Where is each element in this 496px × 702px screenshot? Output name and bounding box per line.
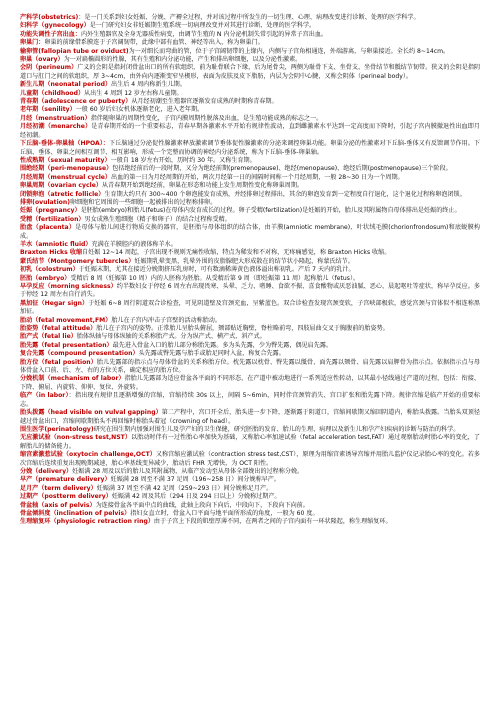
glossary-definition: 妊娠满 42 周及其后（294 日及 294 日以上）分娩称过期产。	[111, 493, 281, 501]
glossary-entry	[20, 249, 480, 257]
glossary-entry	[20, 81, 480, 89]
glossary-term: 青春期（adolescence or puberty）	[20, 98, 132, 106]
glossary-entry	[20, 22, 480, 30]
glossary-term: 会阴（perineum）	[20, 64, 78, 72]
glossary-entry	[20, 502, 480, 510]
glossary-term: 蒙氏结节（Montgomery tubercles）	[20, 257, 135, 265]
glossary-definition: 广义的会阴是指封闭骨盆出口的所有软组织，前为耻骨联合下缘，后为尾骨尖，两侧为耻骨下支、坐骨支、坐骨结节和骶结节韧带。狭义的会阴是指阴道口与肛门之间的软组织，厚 3~4cm，由外向内逐渐变窄呈楔形，表面为皮肤及皮下脂肪，内层为会阴中心腱，又称会阴体（perineal body）。	[20, 64, 481, 80]
glossary-term: 卵巢门：	[20, 39, 45, 47]
glossary-entry	[20, 64, 480, 81]
glossary-definition: 从青春期开始到绝经前，卵巢在形态和功能上发生周期性变化称卵巢周期。	[101, 182, 304, 190]
glossary-term: 分娩（delivery）	[20, 467, 73, 475]
glossary-definition: ：指出现有规律且逐渐增强的宫缩，宫缩持续 30s 以上，间隔 5~6min，同时伴宫颈管消失、宫口扩张和胎先露下降。规律宫缩是临产开始的重要标志。	[20, 392, 480, 408]
glossary-definition: 胎儿先露部的指示点与母体骨盆的关系称胎方位。枕先露以枕骨、臀先露以骶骨、面先露以颏骨、肩先露以肩胛骨为指示点。依据指示点与母体骨盆入口前、后、左、右的方位关系，确定相应的胎方位。	[20, 358, 481, 375]
glossary-definition: 下丘脑通过分泌促性腺激素释放激素调节垂体促性腺激素的分泌来调控卵巢功能。卵巢分泌的性激素对下丘脑-垂体又有反馈调节作用。下丘脑、垂体、卵巢之间相互调节、相互影响，形成一个完整而协调的神经内分泌系统，称为下丘脑-垂体-卵巢轴。	[20, 140, 480, 156]
glossary-term: Braxton Hicks 收缩	[20, 249, 83, 257]
glossary-term: 妊娠（pregnancy）	[20, 207, 81, 215]
glossary-entry	[20, 317, 480, 325]
glossary-term: 胚胎（embryo）	[20, 274, 71, 282]
glossary-entry	[20, 39, 480, 47]
glossary-entry	[20, 451, 480, 468]
glossary-definition: 一般 60 岁后妇女机体逐渐老化，进入老年期。	[75, 106, 204, 114]
glossary-definition: 为连接骨盆各平面中点的曲线，此轴上段向下向后，中段向下，下段向下向前。	[95, 501, 309, 509]
glossary-term: 功能失调性子宫出血：	[20, 30, 81, 38]
glossary-definition: 以胎动时伴有一过性胎心率加快为基础，又称胎心率加速试验（fetal acceleration test,FAT）通过观察胎动时胎心率的变化，了解胎儿的储备能力。	[20, 434, 481, 450]
glossary-entry	[20, 182, 480, 190]
glossary-term: 胎动（fetal movement,FM）	[20, 316, 112, 324]
glossary-definition: 充满在羊膜腔内的液体称羊水。	[91, 240, 177, 248]
glossary-term: 临产（in labor）	[20, 392, 69, 400]
glossary-entry	[20, 333, 480, 341]
glossary-entry	[20, 31, 480, 39]
glossary-entry	[20, 123, 480, 140]
glossary-term: 月经（menstruation）	[20, 114, 91, 122]
glossary-entry	[20, 434, 480, 451]
glossary-definition: 妊娠满 28 周及以后的胎儿及其附属物，从临产发动至从母体全部娩出的过程称分娩。	[72, 467, 304, 475]
glossary-definition: 指妇女直立时，骨盆入口平面与地平面所形成的角度，一般为 60 度。	[130, 509, 319, 517]
glossary-definition: 指胎儿先露部为适应骨盆各平面的不同形态，在产道中被动地进行一系列适应性转动，以其最小径线通过产道的过程，包括：衔接、下降、俯屈、内旋转、仰伸、复位、外旋转。	[20, 375, 480, 391]
glossary-term: 无应激试验（non-stress test,NST）	[20, 434, 131, 442]
glossary-entry	[20, 283, 480, 300]
glossary-entry	[20, 350, 480, 358]
glossary-definition: 卵巢的前缘借系膜连于子宫阔韧带，此缘中部有血管、神经等出入，称为卵巢门。	[44, 39, 264, 47]
glossary-entry	[20, 224, 480, 241]
glossary-definition: 于妊娠末期，尤其在接近分娩期挤压乳房时，可有数滴稀薄黄色液体溢出称初乳。产后 7 天内的乳汁。	[78, 266, 355, 274]
glossary-definition: 受精后 8 周（妊娠第 10 周）内的人胚称为胚胎。从受精后第 9 周（即妊娠第 11 周）起称胎儿（fetus）。	[70, 274, 360, 282]
glossary-term: 下丘脑-垂体-卵巢轴（HPOA）：	[20, 140, 110, 148]
glossary-term: 羊水（amniotic fluid）	[20, 240, 92, 248]
glossary-term: 性成熟期（sexual maturity）	[20, 156, 111, 164]
glossary-term: 早产（premature delivery）	[20, 476, 111, 484]
glossary-definition: 又称宫缩应激试验（contraction stress test,CST），原理为用缩宫素诱导宫缩并用胎儿监护仪记录胎心率的变化。若多次宫缩后连续重复出现晚期减速，胎心率基线变异减少，胎动后 FHR 无增快，为 OCT 阳性。	[20, 451, 481, 467]
glossary-definition: 最先进入骨盆入口的胎儿部分称胎先露。多为头先露，少为臀先露，偶见肩先露。	[112, 341, 333, 349]
glossary-entry	[20, 485, 480, 493]
glossary-entry	[20, 207, 480, 215]
glossary-entry	[20, 375, 480, 392]
glossary-definition: 由于子宫上下段的肌壁厚薄不同，在两者之间的子宫内面有一环状隆起，称生理缩复环。	[153, 518, 392, 526]
glossary-term: 受精（fertilization）	[20, 215, 85, 223]
glossary-term: 分娩机制（mechanism of labor）	[20, 375, 125, 383]
glossary-term: 围生医学(perinatology)	[20, 425, 94, 433]
glossary-definition: 妊娠期乳晕变黑，乳晕外围的皮脂腺肥大形成散在的结节状小隆起，称蒙氏结节。	[134, 257, 354, 265]
glossary-term: 初乳（colostrum）	[20, 266, 79, 274]
glossary-entry	[20, 518, 480, 526]
glossary-definition: 妊娠满 37 周至不满 42 足周（259~293 日）间分娩称足月产。	[96, 484, 273, 492]
glossary-entry	[20, 216, 480, 224]
glossary-definition: 研究在围生期内加强对围生儿及孕产妇的卫生保健，研究胚胎的发育、胎儿的生理、病理以及新生儿和孕产妇疾病的诊断与防治的科学。	[93, 425, 460, 433]
glossary-definition: 是一门研究妇女非妊娠期生殖系统一切病理改变并对其进行诊断、处理的医学科学。	[89, 22, 316, 30]
glossary-entry	[20, 493, 480, 501]
glossary-definition: 约半数妇女于停经 6 周左右出现畏寒、头晕、乏力、嗜睡、食欲不振、喜食酸物或厌恶油腻、恶心、晨起呕吐等症状，称早孕反应。多于停经 12 周左右自行消失。	[20, 283, 480, 299]
glossary-definition: 从月经初潮至生殖器官逐渐发育成熟的时期称青春期。	[131, 98, 278, 106]
glossary-definition: 出血的第一日为月经周期的开始，两次月经第一日的间隔时间称一个月经周期，一般 28~30 日为一个周期。	[111, 173, 404, 181]
glossary-term: 月经初潮（menarche）	[20, 123, 92, 131]
glossary-definition: 妊娠满 28 周至不满 37 足周（196~258 日）间分娩称早产。	[110, 476, 280, 484]
glossary-entry	[20, 275, 480, 283]
glossary-definition: 男女成熟生殖细胞（精子和卵子）的结合过程称受精。	[84, 215, 231, 223]
glossary-definition: 包括绝经前后的一段时期，又分为绝经前期(premenopause)、绝经(menopause)、绝经后期(postmenopause)三个阶段。	[112, 165, 452, 173]
glossary-term: 胎先露（fetal presentation）	[20, 341, 113, 349]
glossary-term: 闭锁卵泡（atretic follicle）	[20, 190, 105, 198]
glossary-definition: 从出生 4 周到 12 岁左右称儿童期。	[84, 89, 183, 97]
glossary-term: 老年期（senility）	[20, 106, 76, 114]
glossary-term: 围绝经期（peri-menopause）	[20, 165, 113, 173]
glossary-term: 过期产（postterm delivery）	[20, 493, 112, 501]
glossary-definition: 头先露或臀先露与胎手或胎足同时入盆，称复合先露。	[138, 350, 285, 358]
glossary-term: 卵巢周期（ovarian cycle）	[20, 182, 102, 190]
glossary-definition: 卵细胞和它周围的一些细胞一起被排出的过程称排卵。	[69, 198, 217, 206]
glossary-entry	[20, 191, 480, 199]
glossary-term: 黑加征（Hegar sign）	[20, 299, 89, 307]
glossary-entry	[20, 359, 480, 376]
glossary-entry	[20, 409, 480, 426]
glossary-definition: 是青春期开始的一个重要标志，青春早期各激素水平开始有规律性波动，直到雌激素水平达到一定高度而下降时，引起子宫内膜撤退性出血即月经初潮。	[20, 123, 481, 139]
glossary-entry	[20, 392, 480, 409]
glossary-definition: 为一对细长而弯曲的管，位于子宫阔韧带的上缘内，内侧与子宫角相通连，外端游离，与卵巢接近。全长约 8~14cm。	[128, 47, 450, 55]
glossary-entry	[20, 48, 480, 56]
glossary-term: 新生儿期（neonatal period）	[20, 81, 112, 89]
glossary-entry	[20, 90, 480, 98]
glossary-entry	[20, 258, 480, 266]
glossary-entry	[20, 174, 480, 182]
glossary-entry	[20, 140, 480, 157]
glossary-definition: 于妊娠 6~8 周行阴道双合诊检查，可见阴道壁及宫颈充血，呈紫蓝色。双合诊检查发现宫颈变软，子宫峡部极软，感觉宫颈与宫体似不相连称黑加征。	[20, 299, 481, 316]
glossary-entry	[20, 342, 480, 350]
glossary-term: 妇科学（gynecology）	[20, 22, 90, 30]
glossary-definition: 一般自 18 岁左右开始，历时约 30 年。又称生育期。	[110, 156, 256, 164]
glossary-term: 胎盘（placenta）	[20, 224, 76, 232]
glossary-definition: ：是一门关系到妇女妊娠、分娩、产褥全过程，并对该过程中所发生的一切生理、心理、病理改变进行诊断、处理的医学科学。	[78, 14, 420, 21]
glossary-term: 排卵(ovulation)	[20, 198, 70, 206]
glossary-term: 胎产式（fetal lie）	[20, 333, 77, 341]
glossary-definition: 是母体与胎儿间进行物质交换的器官，是胚胎与母体组织的结合体，由羊膜(amniotic membrane)、叶状绒毛膜(chorionfrondosum)和底蜕膜构成。	[20, 224, 480, 240]
glossary-term: 足月产（term delivery）	[20, 484, 97, 492]
glossary-term: 卵巢（ovary）	[20, 56, 64, 64]
glossary-definition: 胎儿在子宫内冲击子宫壁的活动称胎动。	[111, 316, 221, 324]
glossary-term: 生理缩复环（physiologic retraction ring）	[20, 518, 154, 526]
glossary-term: 骨盆倾斜度（inclination of pelvis）	[20, 509, 131, 517]
glossary-definition: 胎体纵轴与母体纵轴的关系称胎产式。分为纵产式、横产式、斜产式。	[76, 333, 266, 341]
glossary-term: 产科学(obstetrics)	[20, 14, 79, 21]
glossary-term: 复合先露（compound presentation）	[20, 350, 139, 358]
glossary-definition: 是胚胎(embryo)和胎儿(fetus)在母体内发育成长的过程。卵子受精(fertilization)是妊娠的开始，胎儿及其附属物自母体排出是妊娠的终止。	[80, 207, 461, 215]
glossary-term: 儿童期（childhood）	[20, 89, 85, 97]
glossary-definition: 为一对扁椭圆形的性腺，其有生殖和内分泌功能，产生和排出卵细胞，以及分泌性激素。	[63, 56, 302, 64]
glossary-term: 缩宫素激惹试验（oxytocin challenge,OCT）	[20, 451, 156, 459]
glossary-definition: 出生后 4 周内称新生儿期。	[111, 81, 186, 89]
glossary-definition: 指伴随卵巢的周期性变化，子宫内膜周期性脱落及出血，是生殖功能成熟的标志之一。	[90, 114, 323, 122]
glossary-entry	[20, 300, 480, 317]
glossary-term: 胎姿势（fetal attitude）	[20, 325, 97, 333]
glossary-definition: 自妊娠 12~14 周起，子宫出现不规则无痛性收缩，特点为稀发和不对称，无疼痛感觉，称 Braxton Hicks 收缩。	[82, 249, 391, 257]
glossary-definition: 第二产程中，宫口开全后，胎头进一步下降，逐渐露于阴道口，宫缩间歇期又缩回阴道内，称胎头拨露。当胎头双顶径越过骨盆出口，宫缩间歇期胎头不再回缩时称胎头着冠（crowning of head）。	[20, 409, 480, 425]
glossary-entry	[20, 165, 480, 173]
glossary-entry	[20, 266, 480, 274]
glossary-entry	[20, 106, 480, 114]
glossary-term: 月经周期（menstrual cycle）	[20, 173, 112, 181]
glossary-definition: 胎儿在子宫内的姿势。正常胎儿呈胎头俯屈，颏部贴近胸壁，脊柱略前弯，四肢屈曲交叉于胸腹前的胎姿势。	[96, 325, 389, 333]
glossary-term: 胎头拨露（head visible on vulval gapping）	[20, 409, 162, 417]
glossary-entry	[20, 476, 480, 484]
glossary-term: 输卵管(fallopian tube or oviduct)	[20, 47, 129, 55]
glossary-definition: 生育期大约只有 300~400 个卵泡能发育成熟，并经排卵过程排出，其余的卵泡发育到一定程度自行退化，这个退化过程称卵泡闭锁。	[104, 190, 466, 198]
glossary-term: 胎方位（fetal position）	[20, 358, 97, 366]
glossary-term: 骨盆轴（axis of pelvis）	[20, 501, 96, 509]
glossary-term: 早孕反应（morning sickness）	[20, 283, 117, 290]
glossary-definition: 内外生殖器官及全身无器质性病变，由调节生殖的 N 内分泌机制失常引起的异常子宫出血。	[80, 30, 328, 38]
